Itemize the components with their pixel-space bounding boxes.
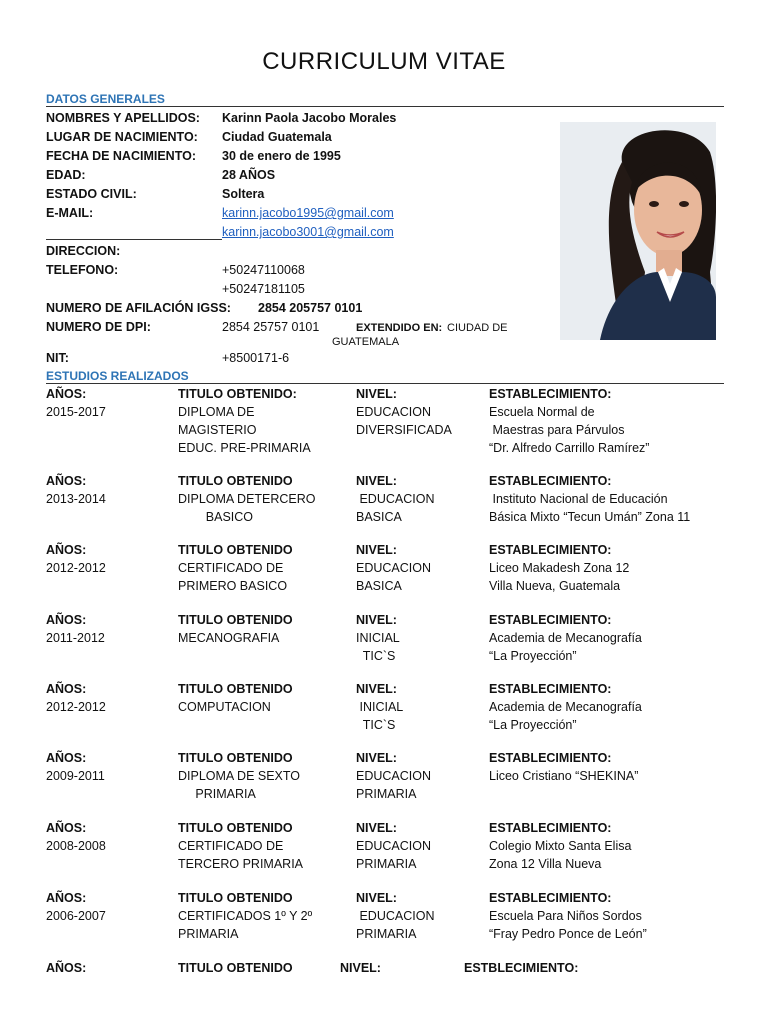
study-cell: EDUCACION bbox=[356, 492, 435, 506]
study-header-cell: AÑOS: bbox=[46, 961, 87, 975]
study-header-cell: TITULO OBTENIDO bbox=[178, 474, 293, 488]
study-header-cell: TITULO OBTENIDO bbox=[178, 821, 293, 835]
study-cell: INICIAL bbox=[356, 700, 404, 714]
study-header-cell: NIVEL: bbox=[356, 613, 397, 627]
study-cell: 2009-2011 bbox=[46, 769, 105, 783]
study-cell: Liceo Cristiano “SHEKINA” bbox=[489, 769, 639, 783]
study-header-cell: TITULO OBTENIDO bbox=[178, 751, 293, 765]
study-cell: PRIMARIA bbox=[178, 787, 256, 801]
section-heading-estudios: ESTUDIOS REALIZADOS bbox=[46, 369, 189, 383]
field-value-name: Karinn Paola Jacobo Morales bbox=[222, 111, 397, 125]
study-header-cell: AÑOS: bbox=[46, 543, 87, 557]
study-header-cell: NIVEL: bbox=[356, 682, 397, 696]
study-header-cell: TITULO OBTENIDO bbox=[178, 682, 293, 696]
study-header-cell: NIVEL: bbox=[356, 751, 397, 765]
field-label: EXTENDIDO EN: bbox=[356, 322, 443, 334]
study-cell: Academia de Mecanografía bbox=[489, 631, 642, 645]
field-label: DIRECCION: bbox=[46, 244, 121, 258]
field-label: NOMBRES Y APELLIDOS: bbox=[46, 111, 200, 125]
study-cell: Liceo Makadesh Zona 12 bbox=[489, 561, 630, 575]
study-header-cell: ESTABLECIMIENTO: bbox=[489, 682, 612, 696]
study-cell: “Dr. Alfredo Carrillo Ramírez” bbox=[489, 441, 650, 455]
study-header-cell: AÑOS: bbox=[46, 387, 87, 401]
email-link-2[interactable]: karinn.jacobo3001@gmail.com bbox=[222, 225, 394, 239]
field-underline bbox=[46, 239, 222, 240]
study-cell: 2012-2012 bbox=[46, 700, 106, 714]
email-link-1[interactable]: karinn.jacobo1995@gmail.com bbox=[222, 206, 394, 220]
study-cell: CERTIFICADO DE bbox=[178, 839, 284, 853]
study-cell: EDUCACION bbox=[356, 909, 435, 923]
field-value-phone-1: +50247110068 bbox=[222, 263, 305, 277]
field-label: FECHA DE NACIMIENTO: bbox=[46, 149, 196, 163]
study-cell: Colegio Mixto Santa Elisa bbox=[489, 839, 632, 853]
field-label: ESTADO CIVIL: bbox=[46, 187, 137, 201]
study-header-cell: TITULO OBTENIDO bbox=[178, 613, 293, 627]
study-cell: Instituto Nacional de Educación bbox=[489, 492, 668, 506]
study-cell: Maestras para Párvulos bbox=[489, 423, 625, 437]
study-header-cell: ESTBLECIMIENTO: bbox=[464, 961, 579, 975]
study-cell: “La Proyección” bbox=[489, 649, 577, 663]
study-header-cell: AÑOS: bbox=[46, 821, 87, 835]
field-value-birthdate: 30 de enero de 1995 bbox=[222, 149, 341, 163]
study-cell: BASICA bbox=[356, 579, 402, 593]
field-value-birthplace: Ciudad Guatemala bbox=[222, 130, 332, 144]
page-title: CURRICULUM VITAE bbox=[262, 48, 506, 75]
study-cell: BASICO bbox=[178, 510, 254, 524]
study-header-cell: AÑOS: bbox=[46, 682, 87, 696]
field-value-extendido: CIUDAD DE bbox=[447, 322, 508, 334]
study-header-cell: NIVEL: bbox=[340, 961, 381, 975]
study-cell: 2015-2017 bbox=[46, 405, 106, 419]
field-value-phone-2: +50247181105 bbox=[222, 282, 305, 296]
study-cell: MECANOGRAFIA bbox=[178, 631, 280, 645]
profile-photo bbox=[560, 122, 716, 340]
field-label: LUGAR DE NACIMIENTO: bbox=[46, 130, 198, 144]
study-cell: “Fray Pedro Ponce de León” bbox=[489, 927, 647, 941]
study-cell: PRIMARIA bbox=[356, 927, 417, 941]
study-cell: 2011-2012 bbox=[46, 631, 105, 645]
study-cell: MAGISTERIO bbox=[178, 423, 257, 437]
study-header-cell: TITULO OBTENIDO: bbox=[178, 387, 297, 401]
study-cell: TIC`S bbox=[356, 649, 396, 663]
study-header-cell: NIVEL: bbox=[356, 387, 397, 401]
study-cell: PRIMERO BASICO bbox=[178, 579, 288, 593]
field-value-dpi: 2854 25757 0101 bbox=[222, 320, 320, 334]
field-value-nit: +8500171-6 bbox=[222, 351, 290, 365]
study-cell: DIPLOMA DE SEXTO bbox=[178, 769, 301, 783]
study-cell: DIPLOMA DETERCERO bbox=[178, 492, 316, 506]
study-header-cell: TITULO OBTENIDO bbox=[178, 891, 293, 905]
study-cell: EDUCACION bbox=[356, 561, 432, 575]
study-header-cell: NIVEL: bbox=[356, 821, 397, 835]
section-divider bbox=[46, 383, 724, 384]
section-divider bbox=[46, 106, 724, 107]
study-cell: PRIMARIA bbox=[356, 787, 417, 801]
field-value-civil-status: Soltera bbox=[222, 187, 265, 201]
study-header-cell: NIVEL: bbox=[356, 474, 397, 488]
field-label: NUMERO DE AFILACIÓN IGSS: bbox=[46, 301, 231, 315]
study-cell: Villa Nueva, Guatemala bbox=[489, 579, 621, 593]
study-cell: Escuela Para Niños Sordos bbox=[489, 909, 642, 923]
study-header-cell: ESTABLECIMIENTO: bbox=[489, 891, 612, 905]
study-cell: EDUC. PRE-PRIMARIA bbox=[178, 441, 311, 455]
study-cell: CERTIFICADO DE bbox=[178, 561, 284, 575]
study-cell: TERCERO PRIMARIA bbox=[178, 857, 304, 871]
study-cell: INICIAL bbox=[356, 631, 400, 645]
study-cell: EDUCACION bbox=[356, 769, 432, 783]
study-cell: DIVERSIFICADA bbox=[356, 423, 452, 437]
study-cell: EDUCACION bbox=[356, 839, 432, 853]
study-cell: Academia de Mecanografía bbox=[489, 700, 642, 714]
field-label: TELEFONO: bbox=[46, 263, 119, 277]
study-header-cell: ESTABLECIMIENTO: bbox=[489, 474, 612, 488]
field-label: NUMERO DE DPI: bbox=[46, 320, 151, 334]
study-header-cell: ESTABLECIMIENTO: bbox=[489, 543, 612, 557]
study-header-cell: AÑOS: bbox=[46, 751, 87, 765]
study-header-cell: AÑOS: bbox=[46, 474, 87, 488]
field-label: NIT: bbox=[46, 351, 69, 365]
study-cell: COMPUTACION bbox=[178, 700, 271, 714]
study-cell: Básica Mixto “Tecun Umán” Zona 11 bbox=[489, 510, 691, 524]
study-header-cell: AÑOS: bbox=[46, 613, 87, 627]
study-header-cell: TITULO OBTENIDO bbox=[178, 961, 293, 975]
study-header-cell: ESTABLECIMIENTO: bbox=[489, 751, 612, 765]
study-cell: DIPLOMA DE bbox=[178, 405, 255, 419]
study-cell: PRIMARIA bbox=[178, 927, 239, 941]
study-cell: 2012-2012 bbox=[46, 561, 106, 575]
study-cell: 2006-2007 bbox=[46, 909, 106, 923]
field-value-extendido-cont: GUATEMALA bbox=[332, 336, 400, 348]
study-cell: PRIMARIA bbox=[356, 857, 417, 871]
study-cell: 2008-2008 bbox=[46, 839, 106, 853]
study-header-cell: TITULO OBTENIDO bbox=[178, 543, 293, 557]
study-cell: EDUCACION bbox=[356, 405, 432, 419]
study-cell: BASICA bbox=[356, 510, 402, 524]
field-label: E-MAIL: bbox=[46, 206, 94, 220]
field-label: EDAD: bbox=[46, 168, 86, 182]
study-cell: CERTIFICADOS 1º Y 2º bbox=[178, 909, 313, 923]
study-header-cell: AÑOS: bbox=[46, 891, 87, 905]
section-heading-datos-generales: DATOS GENERALES bbox=[46, 92, 165, 106]
study-cell: TIC`S bbox=[356, 718, 396, 732]
study-header-cell: ESTABLECIMIENTO: bbox=[489, 821, 612, 835]
study-cell: “La Proyección” bbox=[489, 718, 577, 732]
study-header-cell: ESTABLECIMIENTO: bbox=[489, 387, 612, 401]
field-value-age: 28 AÑOS bbox=[222, 168, 276, 182]
field-value-igss: 2854 205757 0101 bbox=[258, 301, 363, 315]
study-cell: Zona 12 Villa Nueva bbox=[489, 857, 602, 871]
study-cell: Escuela Normal de bbox=[489, 405, 595, 419]
study-header-cell: ESTABLECIMIENTO: bbox=[489, 613, 612, 627]
study-cell: 2013-2014 bbox=[46, 492, 106, 506]
study-header-cell: NIVEL: bbox=[356, 891, 397, 905]
study-header-cell: NIVEL: bbox=[356, 543, 397, 557]
